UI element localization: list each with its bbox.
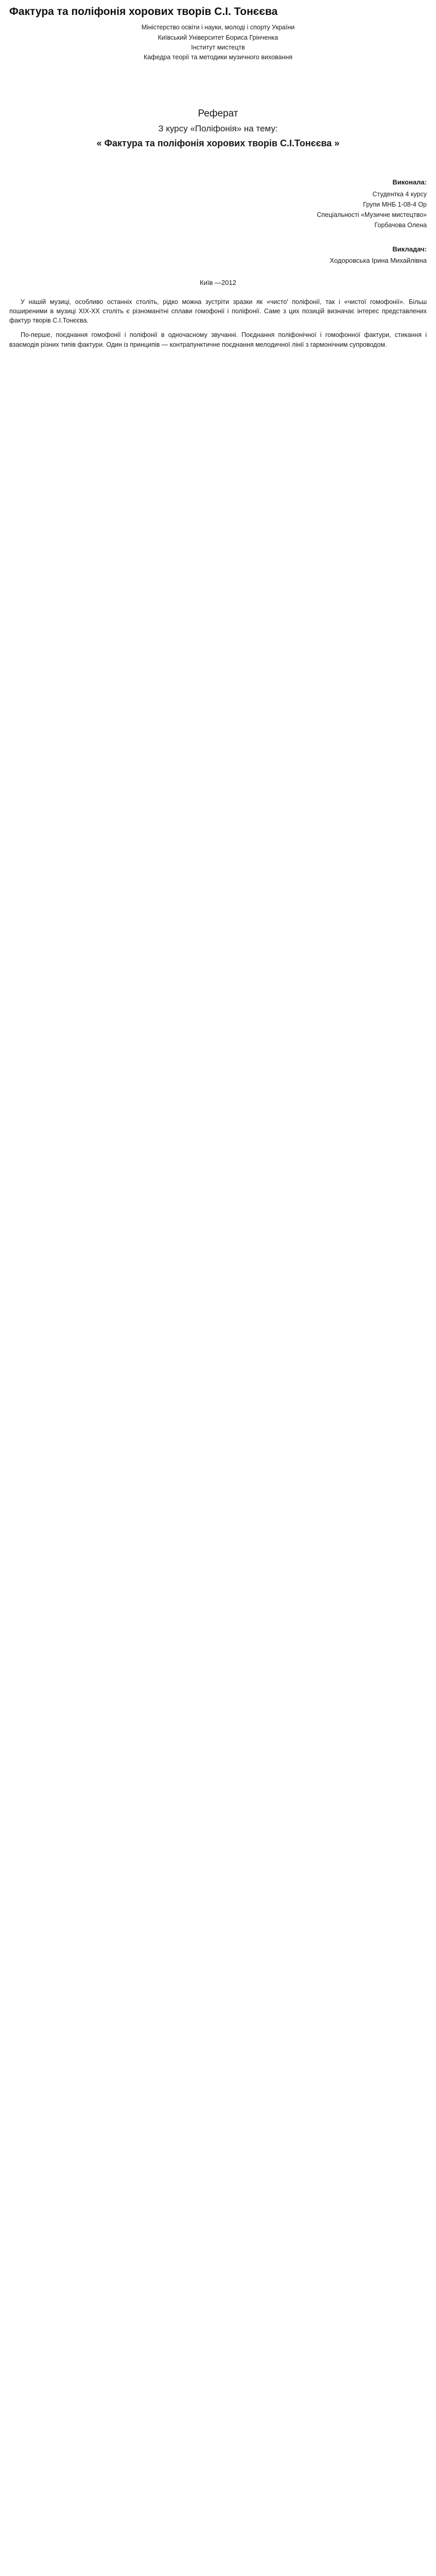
executor-line: Групи МНБ 1-08-4 Ор — [363, 201, 427, 209]
executor-line: Горбачова Олена — [374, 222, 427, 229]
document-page — [0, 0, 436, 375]
report-course-line: З курсу «Поліфонія» на тему: — [158, 124, 278, 134]
institution-block — [9, 23, 427, 62]
report-heading — [9, 107, 427, 150]
institution-line: Київський Університет Бориса Грінченка — [158, 33, 278, 41]
document-title: Фактура та поліфонія хорових творів С.І. Тонєєва — [9, 6, 278, 18]
institution-line: Міністерство освіти і науки, молоді і спорту України — [141, 24, 295, 31]
spacer — [9, 62, 427, 86]
institution-line: Кафедра теорії та методики музичного виховання — [143, 53, 293, 61]
body-text — [9, 297, 427, 349]
supervisor-name: Ходоровська Ірина Михайлівна — [329, 257, 427, 265]
body-paragraph: По-перше, поєднання гомофонії і поліфонії в одночасному звучанні. Поєднання поліфонічної і гомофонної фактури, стикання і взаємодія різних типів фактури. Один із принципів — контрапунктичне поєднання мелодичної лінії з гармонічним супроводом. — [9, 331, 427, 348]
report-topic: « Фактура та поліфонія хорових творів С.І.Тонєєва » — [96, 138, 340, 149]
body-paragraph: У нашій музиці, особливо останніх століть, рідко можна зустріти зразки як «чисто' поліфонії, так і «чистої гомофонії». Більш поширеними в музиці XIX-XX століть є різноманітні сплави гомофонії і поліфонії. Саме з цих позицій визначає інтерес представлених фактур творів С.І.Тонєєва. — [9, 298, 427, 325]
document-date: Київ —2012 — [200, 279, 236, 287]
report-label: Реферат — [198, 108, 238, 119]
executor-line: Студентка 4 курсу — [372, 191, 427, 198]
supervisor-header: Викладач: — [392, 245, 427, 253]
institution-line: Інститут мистецтв — [191, 43, 245, 51]
executor-line: Спеціальності «Музичне мистецтво» — [317, 211, 427, 219]
supervisor-block — [9, 245, 427, 266]
executor-header: Виконала: — [392, 178, 427, 187]
executor-block — [9, 178, 427, 230]
